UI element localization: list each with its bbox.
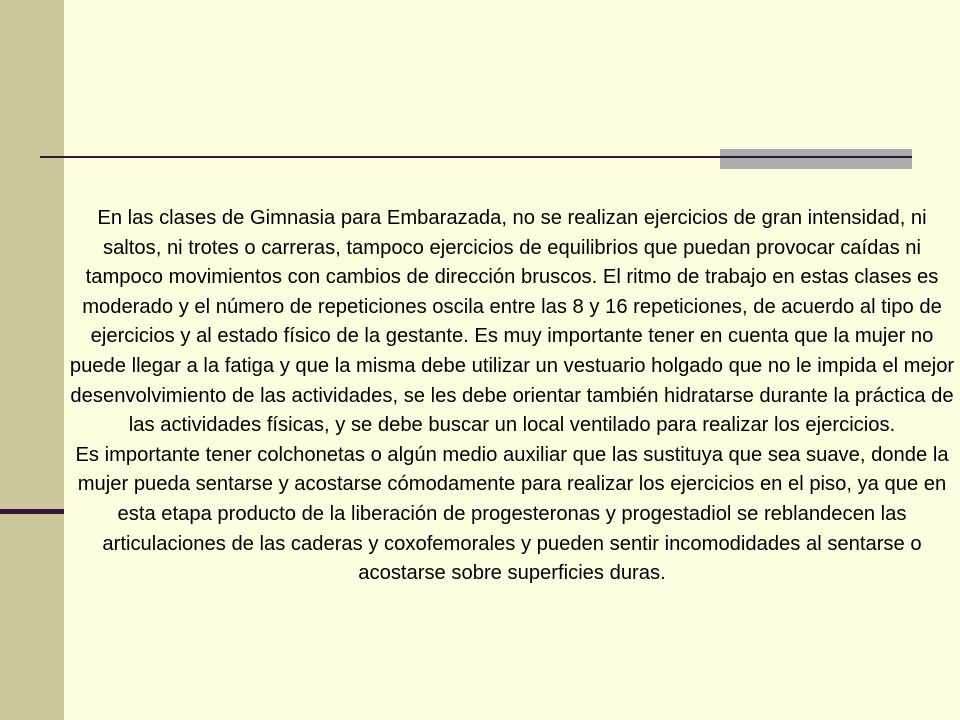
paragraph-gymnastics-guidelines: En las clases de Gimnasia para Embarazada, no se realizan ejercicios de gran intensidad, ni saltos, ni trotes o carreras, tampoco ejercicios de equilibrios que puedan provocar caídas ni tampoco movimientos con cambios de dirección bruscos. El ritmo de trabajo en estas clases es moderado y el número de repeticiones oscila entre las 8 y 16 repeticiones, de acuerdo al tipo de ejercicios y al estado físico de la gestante. Es muy importante tener en cuenta que la mujer no puede llegar a la fatiga y que la misma debe utilizar un vestuario holgado que no le impida el mejor desenvolvimiento de las actividades, se les debe orientar también hidratarse durante la práctica de las actividades físicas, y se debe buscar un local ventilado para realizar los ejercicios. — [69, 207, 955, 437]
sidebar-accent-line — [0, 509, 64, 514]
paragraph-mat-recommendation: Es importante tener colchonetas o algún medio auxiliar que las sustituya que sea suave, donde la mujer pueda sentarse y acostarse cómodamente para realizar los ejercicios en el piso, ya que en esta etapa producto de la liberación de progesteronas y progestadiol se reblandecen las articulaciones de las caderas y coxofemorales y pueden sentir incomodidades al sentarse o acostarse sobre superficies duras. — [75, 443, 949, 585]
slide-body-text — [68, 204, 956, 589]
decorative-sidebar — [0, 0, 64, 720]
title-divider-block — [720, 149, 912, 169]
